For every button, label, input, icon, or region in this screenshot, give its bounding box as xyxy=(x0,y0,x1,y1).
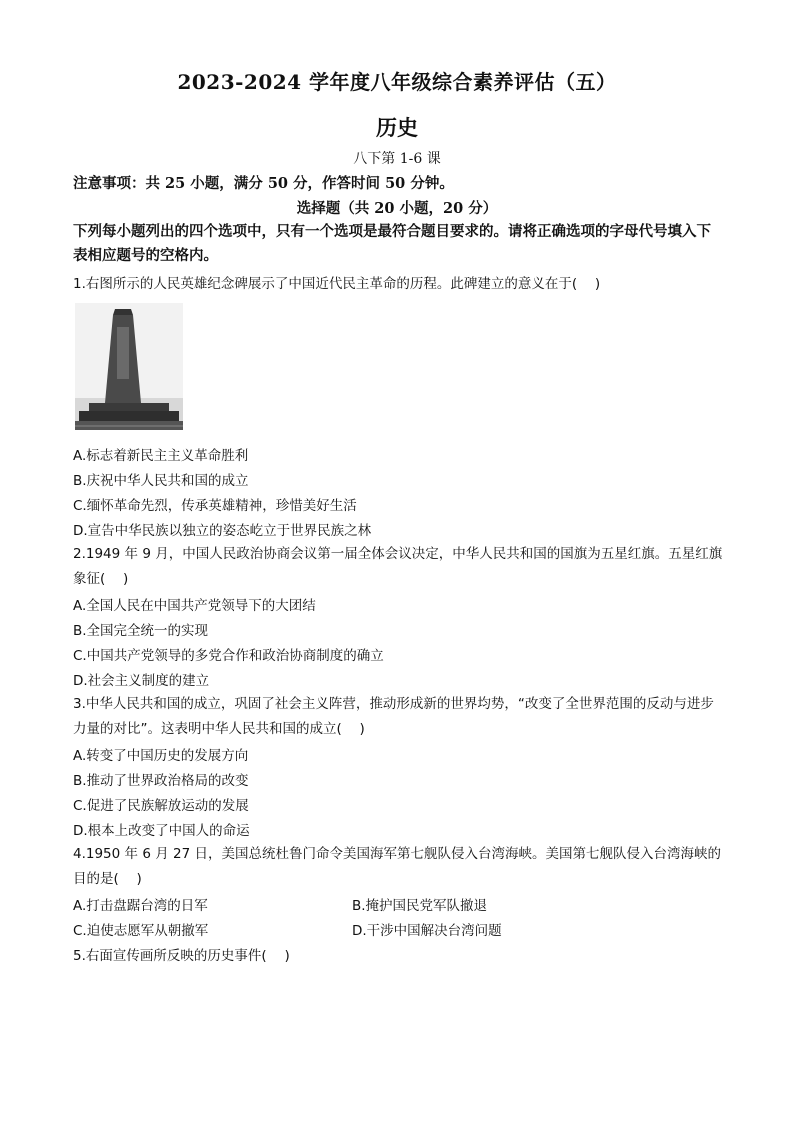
subject-title: 历史 xyxy=(376,115,418,140)
question-2-option-d: D.社会主义制度的建立 xyxy=(73,673,210,689)
question-3-option-b: B.推动了世界政治格局的改变 xyxy=(73,773,249,789)
question-1-option-c: C.缅怀革命先烈，传承英雄精神，珍惜美好生活 xyxy=(73,498,357,514)
question-4-option-a: A.打击盘踞台湾的日军 xyxy=(73,898,208,914)
question-2-option-c: C.中国共产党领导的多党合作和政治协商制度的确立 xyxy=(73,648,384,664)
section-heading: 选择题（共 20 小题，20 分） xyxy=(296,200,498,217)
question-3-option-c: C.促进了民族解放运动的发展 xyxy=(73,798,249,814)
question-2-option-a: A.全国人民在中国共产党领导下的大团结 xyxy=(73,598,316,614)
question-4-option-b: B.掩护国民党军队撤退 xyxy=(352,898,488,914)
question-1-stem: 1.右图所示的人民英雄纪念碑展示了中国近代民主革命的历程。此碑建立的意义在于( ) xyxy=(73,276,601,292)
question-4-option-d: D.干涉中国解决台湾问题 xyxy=(352,923,502,939)
monument-photo xyxy=(75,303,183,430)
question-4-stem: 4.1950 年 6 月 27 日，美国总统杜鲁门命令美国海军第七舰队侵入台湾海峡。美国第七舰队侵入台湾海峡的目的是( ) xyxy=(73,846,721,887)
question-3-option-d: D.根本上改变了中国人的命运 xyxy=(73,823,250,839)
question-3-stem: 3.中华人民共和国的成立，巩固了社会主义阵营，推动形成新的世界均势，“改变了全世界范围的反动与进步力量的对比”。这表明中华人民共和国的成立( ) xyxy=(73,696,714,737)
question-4-option-c: C.迫使志愿军从朝撤军 xyxy=(73,923,209,939)
section-instruction: 下列每小题列出的四个选项中，只有一个选项是最符合题目要求的。请将正确选项的字母代号填入下表相应题号的空格内。 xyxy=(73,223,711,264)
question-1-option-b: B.庆祝中华人民共和国的成立 xyxy=(73,473,249,489)
question-5-stem: 5.右面宣传画所反映的历史事件( ) xyxy=(73,948,290,964)
lesson-range: 八下第 1-6 课 xyxy=(353,151,441,167)
question-2-stem: 2.1949 年 9 月，中国人民政治协商会议第一届全体会议决定，中华人民共和国的国旗为五星红旗。五星红旗象征( ) xyxy=(73,546,723,587)
exam-notice: 注意事项：共 25 小题，满分 50 分，作答时间 50 分钟。 xyxy=(73,175,454,192)
question-1-option-d: D.宣告中华民族以独立的姿态屹立于世界民族之林 xyxy=(73,523,372,539)
exam-title: 2023-2024 学年度八年级综合素养评估（五） xyxy=(177,70,617,94)
question-3-option-a: A.转变了中国历史的发展方向 xyxy=(73,748,249,764)
question-2-option-b: B.全国完全统一的实现 xyxy=(73,623,209,639)
question-1-option-a: A.标志着新民主主义革命胜利 xyxy=(73,448,249,464)
